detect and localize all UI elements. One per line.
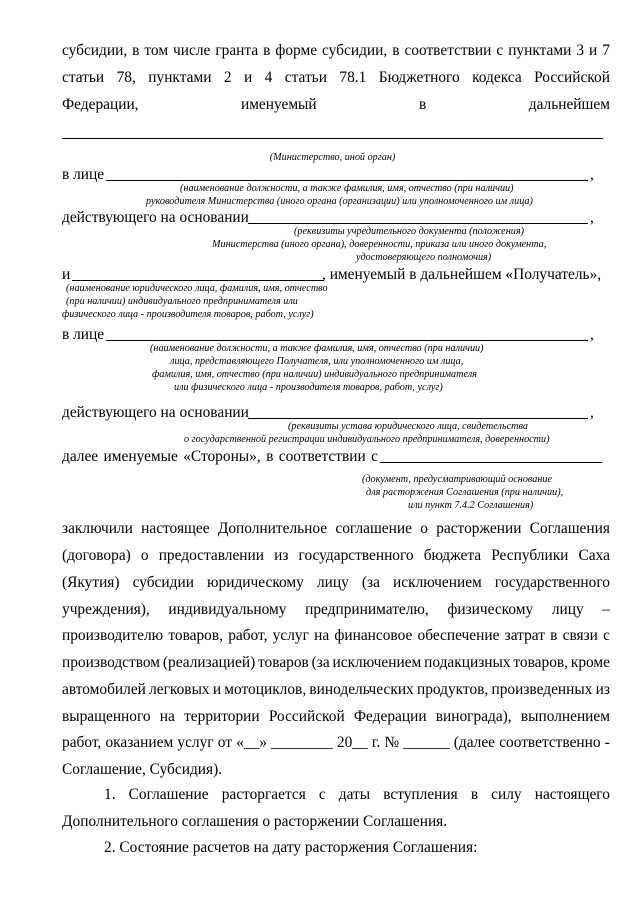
word: лицу bbox=[551, 601, 584, 618]
person1-comma: , bbox=[590, 166, 594, 183]
word: даты bbox=[338, 786, 371, 803]
word: Российской bbox=[534, 69, 610, 86]
word: Дополнительное bbox=[217, 520, 328, 537]
parties-note-1: (документ, предусматривающий основание bbox=[362, 474, 553, 485]
parties-note-3: или пункт 7.4.2 Соглашения) bbox=[408, 500, 534, 511]
word: юридическому bbox=[207, 574, 304, 591]
word: 78.1 bbox=[339, 69, 367, 86]
word: 2 bbox=[223, 69, 232, 86]
item2-line: 2. Состояние расчетов на дату расторжения Соглашения: bbox=[104, 839, 478, 856]
person2-label: в лице bbox=[62, 326, 105, 343]
word: в bbox=[419, 96, 427, 113]
word: товаров bbox=[258, 654, 309, 671]
word: соответствии bbox=[278, 448, 366, 465]
basis2-note-1: (реквизиты устава юридического лица, свидетельства bbox=[288, 421, 528, 432]
word: с bbox=[496, 42, 504, 59]
word: производителю bbox=[62, 627, 164, 644]
word: от bbox=[217, 734, 232, 751]
word: Российской bbox=[268, 708, 345, 725]
word: (договора) bbox=[62, 547, 131, 564]
ministry-caption: (Министерство, иной орган) bbox=[269, 152, 396, 163]
word: о bbox=[420, 520, 428, 537]
word: именуемый bbox=[240, 96, 317, 113]
word: пунктами bbox=[508, 42, 572, 59]
word: Соглашение bbox=[128, 786, 209, 803]
intro-line-1 bbox=[62, 41, 610, 61]
word: (за bbox=[311, 654, 330, 671]
word: (далее bbox=[453, 734, 495, 751]
word: № bbox=[384, 734, 400, 751]
word: расторгается bbox=[221, 786, 306, 803]
word: 3 bbox=[576, 42, 585, 59]
person1-underline bbox=[106, 180, 588, 181]
person1-note-1: (наименование должности, а также фамилия, имя, отчество (при наличии) bbox=[180, 183, 514, 194]
word: услуг bbox=[177, 734, 214, 751]
word: далее bbox=[62, 448, 99, 465]
word: в bbox=[550, 627, 558, 644]
word: винограда), bbox=[435, 708, 512, 725]
word: соответствии bbox=[404, 42, 492, 59]
word: и bbox=[212, 681, 222, 698]
word: г. bbox=[371, 734, 381, 751]
word: статьи bbox=[62, 69, 105, 86]
word: Бюджетного bbox=[378, 69, 460, 86]
word: субсидии bbox=[132, 574, 194, 591]
word: вступления bbox=[383, 786, 458, 803]
word: товаров, bbox=[168, 627, 223, 644]
word: оказанием bbox=[105, 734, 174, 751]
body-line-5 bbox=[62, 626, 610, 646]
word: и bbox=[589, 42, 598, 59]
word: именуемые bbox=[103, 448, 178, 465]
body-line-9 bbox=[62, 733, 610, 753]
word: лицу bbox=[316, 574, 349, 591]
word: исключением bbox=[393, 574, 482, 591]
word: с bbox=[603, 627, 610, 644]
person2-comma: , bbox=[590, 326, 594, 343]
word: статьи bbox=[284, 69, 327, 86]
word: – bbox=[602, 601, 610, 618]
word: и bbox=[243, 69, 253, 86]
word: выполнением bbox=[520, 708, 610, 725]
basis2-underline bbox=[248, 418, 588, 419]
parties-note-2: для расторжения Соглашения (при наличии), bbox=[366, 487, 564, 498]
word: соответственно bbox=[499, 734, 601, 751]
word: в bbox=[263, 42, 271, 59]
person2-note-4: или физического лица - производителя товаров, работ, услуг) bbox=[174, 382, 443, 393]
word: том bbox=[144, 42, 169, 59]
body-line-4 bbox=[62, 600, 610, 620]
recipient-underline bbox=[72, 280, 324, 281]
word: связи bbox=[562, 627, 598, 644]
word: государственного bbox=[494, 574, 610, 591]
word: выращенного bbox=[62, 708, 151, 725]
person2-note-1: (наименование должности, а также фамилия, имя, отчество (при наличии) bbox=[150, 343, 484, 354]
body-line-1 bbox=[62, 519, 610, 539]
word: мотоциклов, bbox=[224, 681, 307, 698]
basis2-label: действующего на основании bbox=[62, 404, 249, 421]
person2-note-3: фамилия, имя, отчество (при наличии) индивидуального предпринимателя bbox=[152, 369, 477, 380]
word: - bbox=[604, 734, 610, 751]
recipient-label: и bbox=[62, 266, 71, 283]
word: на bbox=[159, 708, 175, 725]
word: Республики bbox=[491, 547, 569, 564]
word: в bbox=[132, 42, 140, 59]
word: физическому bbox=[447, 601, 534, 618]
word: услуг bbox=[272, 627, 309, 644]
intro-line-2 bbox=[62, 68, 610, 88]
word: продуктов, bbox=[416, 681, 489, 698]
word: кроме bbox=[570, 654, 610, 671]
word: кодекса bbox=[472, 69, 522, 86]
word: государственного bbox=[298, 547, 414, 564]
basis1-note-3: удостоверяющего полномочия) bbox=[356, 252, 492, 263]
word: учреждения), bbox=[62, 601, 150, 618]
word: силу bbox=[491, 786, 522, 803]
word: «Стороны», bbox=[183, 448, 261, 465]
word: (за bbox=[361, 574, 380, 591]
basis2-comma: , bbox=[590, 404, 594, 421]
word: ________ bbox=[271, 734, 333, 751]
word: «__» bbox=[236, 734, 267, 751]
person2-underline bbox=[106, 340, 588, 341]
word: в bbox=[392, 42, 400, 59]
word: (Якутия) bbox=[62, 574, 120, 591]
word: числе bbox=[173, 42, 211, 59]
parties-text bbox=[62, 447, 378, 467]
basis1-underline bbox=[248, 223, 588, 224]
word: затрат bbox=[504, 627, 545, 644]
word: субсидии, bbox=[62, 42, 128, 59]
item1-line-2: Дополнительного соглашения о расторжении Соглашения. bbox=[62, 813, 448, 830]
word: 20__ bbox=[336, 734, 368, 751]
word: Саха bbox=[578, 547, 610, 564]
word: с bbox=[371, 448, 378, 465]
word: на bbox=[314, 627, 330, 644]
body-line-3 bbox=[62, 573, 610, 593]
word: гранта bbox=[215, 42, 259, 59]
recipient-tail: , именуемый в дальнейшем «Получатель», bbox=[322, 266, 602, 283]
basis2-note-2: о государственной регистрации индивидуального предпринимателя, доверенности) bbox=[184, 434, 550, 445]
recipient-note-1: (наименование юридического лица, фамилия, имя, отчество bbox=[66, 283, 328, 294]
basis1-label: действующего на основании bbox=[62, 209, 249, 226]
word: Соглашения bbox=[529, 520, 610, 537]
word: производством bbox=[62, 654, 161, 671]
item1-line-1 bbox=[104, 785, 610, 805]
basis1-comma: , bbox=[590, 209, 594, 226]
word: работ, bbox=[228, 627, 268, 644]
word: легковых bbox=[149, 681, 210, 698]
person2-note-2: лица, представляющего Получателя, или уполномоченного им лица, bbox=[170, 356, 464, 367]
body-line-7 bbox=[62, 680, 610, 700]
word: с bbox=[318, 786, 326, 803]
recipient-note-3: физического лица - производителя товаров, работ, услуг) bbox=[62, 309, 314, 320]
word: субсидии, bbox=[322, 42, 388, 59]
word: из bbox=[595, 681, 610, 698]
basis1-note-1: (реквизиты учредительного документа (положения) bbox=[294, 226, 524, 237]
word: бюджета bbox=[423, 547, 482, 564]
word: автомобилей bbox=[62, 681, 146, 698]
word: финансовое bbox=[334, 627, 413, 644]
word: подакцизных bbox=[424, 654, 511, 671]
word: работ, bbox=[62, 734, 102, 751]
word: 78, bbox=[116, 69, 136, 86]
word: обеспечение bbox=[417, 627, 500, 644]
word: соглашение bbox=[335, 520, 412, 537]
word: предпринимателю, bbox=[305, 601, 429, 618]
word: 1. bbox=[104, 786, 116, 803]
word: в bbox=[266, 448, 274, 465]
body-line-8 bbox=[62, 707, 610, 727]
word: 7 bbox=[602, 42, 610, 59]
basis1-note-2: Министерства (иного органа), доверенности, приказа или иного документа, bbox=[212, 239, 547, 250]
person1-note-2: руководителя Министерства (иного органа (организации) или уполномоченного им лица) bbox=[146, 196, 533, 207]
word: винодельческих bbox=[309, 681, 414, 698]
word: настоящего bbox=[534, 786, 610, 803]
body-line-10: Соглашение, Субсидия). bbox=[62, 761, 223, 778]
person1-label: в лице bbox=[62, 166, 105, 183]
word: территории bbox=[184, 708, 260, 725]
intro-line-3 bbox=[62, 95, 610, 115]
word: форме bbox=[275, 42, 318, 59]
parties-underline bbox=[380, 462, 602, 463]
word: о bbox=[140, 547, 149, 564]
word: заключили bbox=[62, 520, 133, 537]
word: расторжении bbox=[436, 520, 522, 537]
word: исключением bbox=[332, 654, 422, 671]
word: индивидуальному bbox=[168, 601, 287, 618]
word: предоставлении bbox=[158, 547, 265, 564]
word: настоящее bbox=[141, 520, 210, 537]
recipient-note-2: (при наличии) индивидуального предпринимателя или bbox=[66, 296, 298, 307]
word: дальнейшем bbox=[528, 96, 610, 113]
ministry-underline bbox=[62, 138, 603, 139]
word: Федерации, bbox=[62, 96, 139, 113]
word: ______ bbox=[403, 734, 450, 751]
word: произведенных bbox=[491, 681, 593, 698]
word: товаров, bbox=[513, 654, 569, 671]
body-line-6 bbox=[62, 653, 610, 673]
word: (реализацией) bbox=[162, 654, 256, 671]
word: Федерации bbox=[353, 708, 427, 725]
body-line-2 bbox=[62, 546, 610, 566]
word: из bbox=[274, 547, 289, 564]
word: 4 bbox=[264, 69, 273, 86]
word: в bbox=[470, 786, 479, 803]
word: пунктами bbox=[148, 69, 212, 86]
